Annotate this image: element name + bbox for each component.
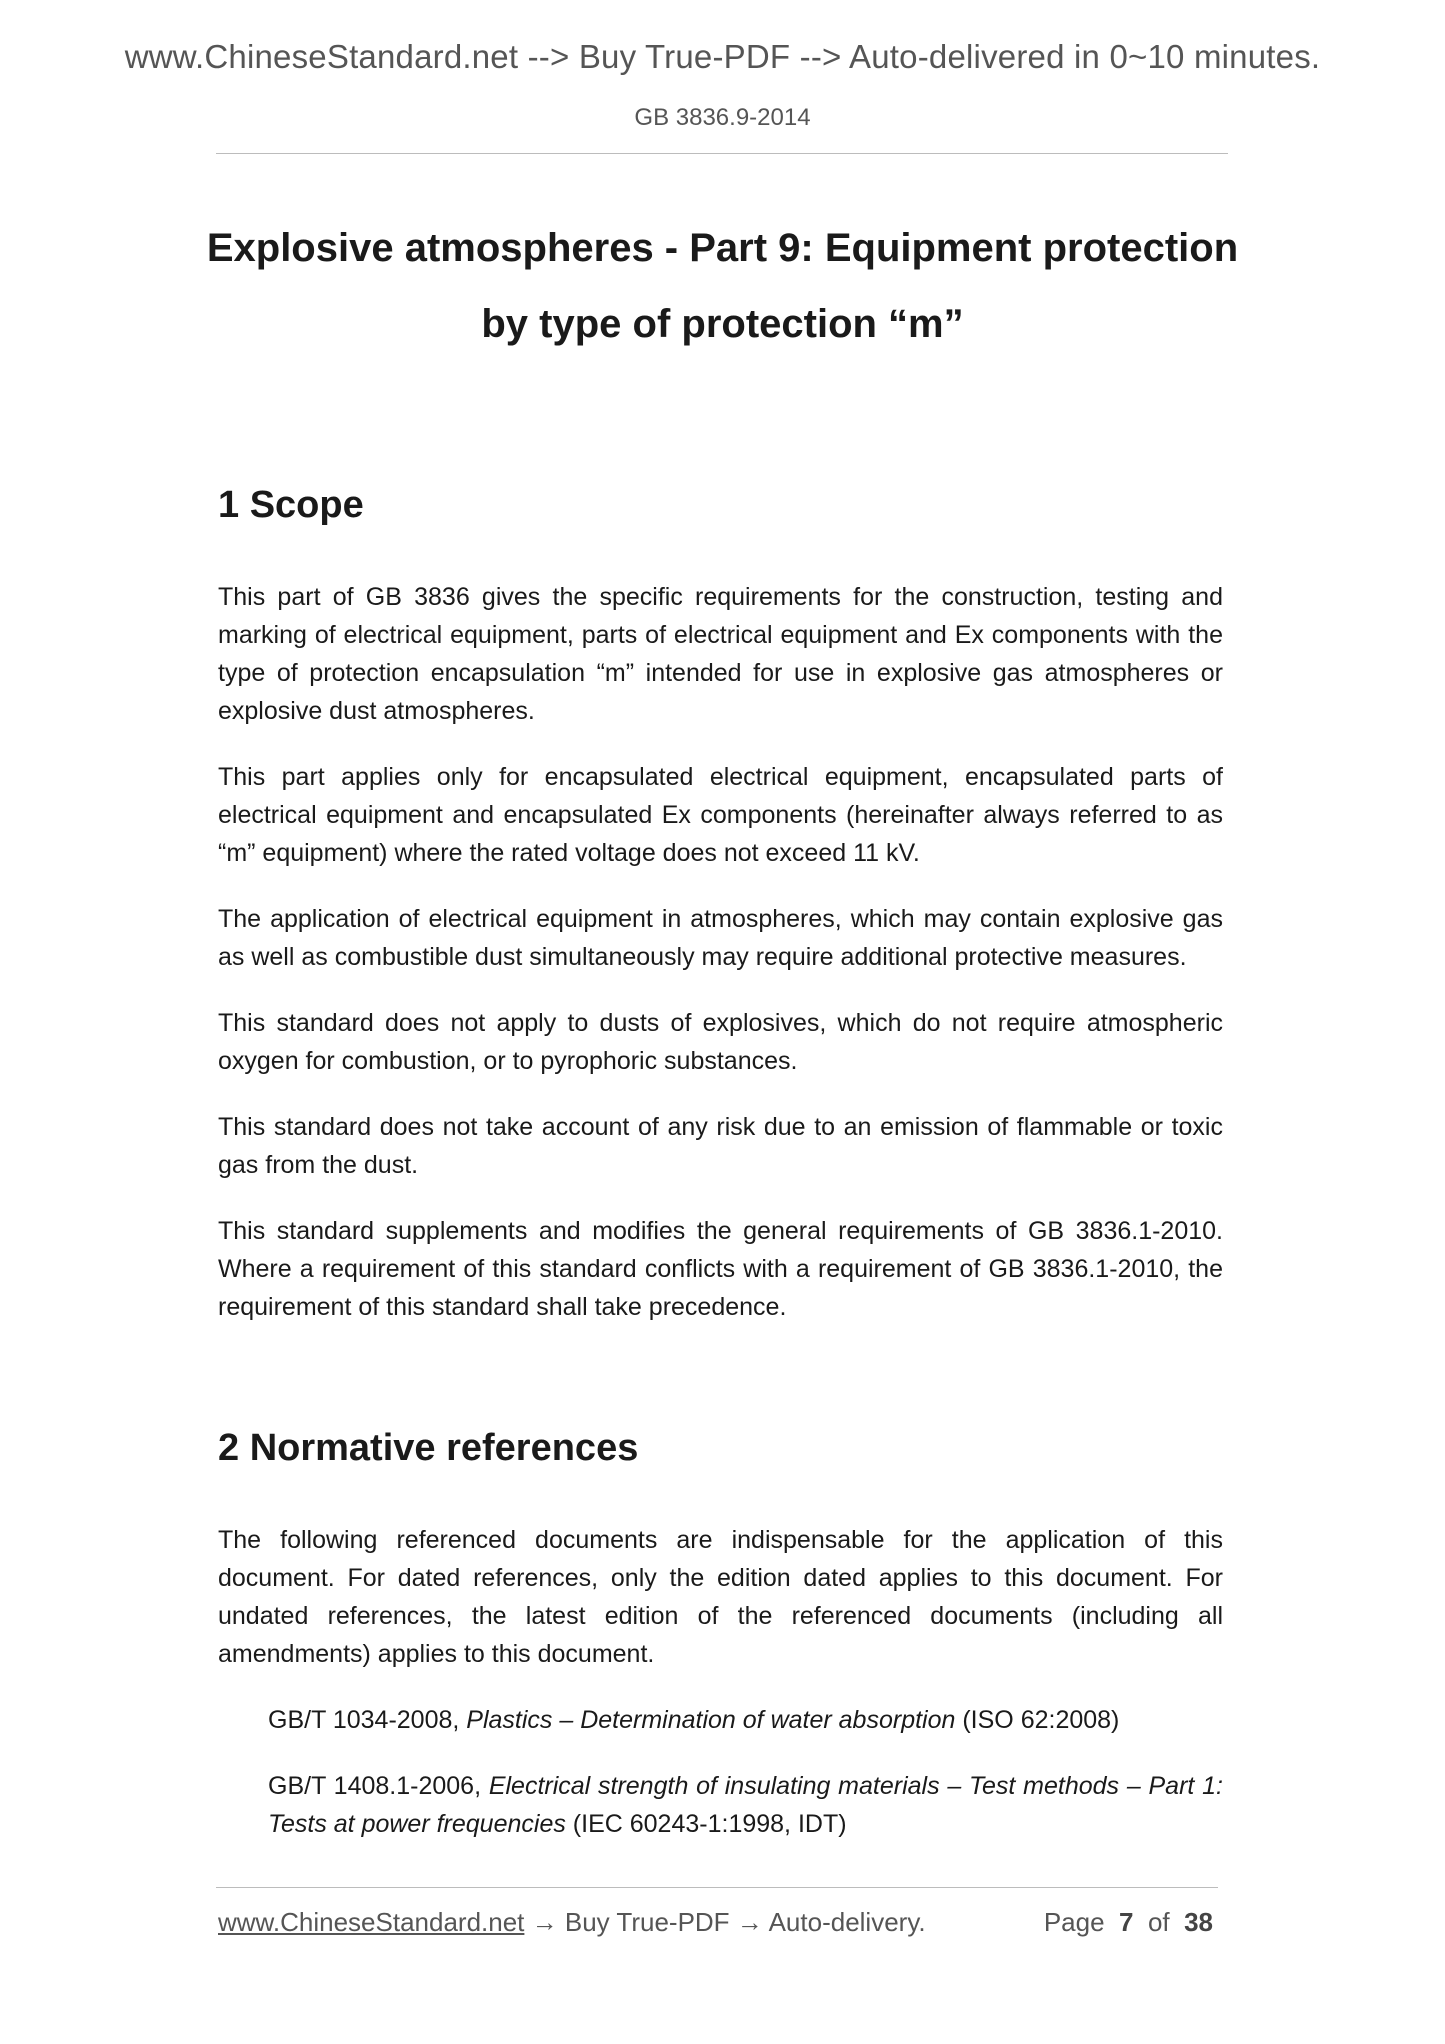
arrow-right-icon: →	[729, 1907, 769, 1937]
document-code: GB 3836.9-2014	[634, 104, 811, 131]
page-number: 7	[1119, 1907, 1134, 1937]
section-references-body	[218, 1521, 1223, 1871]
footer-buy-text: Buy True-PDF	[564, 1907, 730, 1937]
section-scope-body	[218, 578, 1223, 1354]
scope-paragraph-3: The application of electrical equipment in atmospheres, which may contain explosive gas as well as combustible dust simultaneously may require additional protective measures.	[218, 905, 1223, 971]
reference-item	[268, 1701, 1223, 1739]
document-title	[200, 210, 1245, 362]
header-banner: www.ChineseStandard.net --> Buy True-PDF --> Auto-delivered in 0~10 minutes.	[124, 38, 1321, 75]
scope-paragraph-2: This part applies only for encapsulated electrical equipment, encapsulated parts of electrical equipment and encapsulated Ex components (hereinafter always referred to as “m” equipment) where the rated voltage does not exceed 11 kV.	[218, 763, 1223, 867]
references-intro: The following referenced documents are indispensable for the application of this document. For dated references, only the edition dated applies to this document. For undated references, the latest edition of the referenced documents (including all amendments) applies to this document.	[218, 1526, 1223, 1668]
reference-code: GB/T 1408.1-2006,	[268, 1772, 489, 1800]
footer-delivery-text: Auto-delivery.	[768, 1907, 926, 1937]
reference-suffix: (ISO 62:2008)	[955, 1706, 1120, 1734]
scope-paragraph-5: This standard does not take account of any risk due to an emission of flammable or toxic gas from the dust.	[218, 1113, 1223, 1179]
scope-paragraph-1: This part of GB 3836 gives the specific requirements for the construction, testing and marking of electrical equipment, parts of electrical equipment and Ex components with the type of protection encapsulation “m” intended for use in explosive gas atmospheres or explosive dust atmospheres.	[218, 583, 1223, 725]
title-line-1: Explosive atmospheres - Part 9: Equipment protection	[206, 226, 1239, 270]
section-heading-scope: 1 Scope	[218, 484, 364, 526]
footer-site-link[interactable]: www.ChineseStandard.net	[218, 1907, 525, 1937]
reference-suffix: (IEC 60243-1:1998, IDT)	[565, 1810, 847, 1838]
section-heading-normative-references: 2 Normative references	[218, 1427, 639, 1469]
reference-item	[268, 1767, 1223, 1843]
page-label: Page	[1043, 1907, 1105, 1937]
title-line-2: by type of protection “m”	[481, 302, 964, 346]
footer-divider	[216, 1887, 1218, 1888]
total-pages: 38	[1184, 1907, 1213, 1937]
arrow-right-icon: →	[524, 1907, 565, 1937]
header-divider	[216, 153, 1228, 154]
page-indicator	[1044, 1907, 1213, 1938]
reference-title: Electrical strength of insulating materials – Test methods – Part 1: Tests at power frequencies	[268, 1772, 1223, 1838]
footer-links	[218, 1907, 926, 1938]
reference-code: GB/T 1034-2008,	[268, 1706, 467, 1734]
scope-paragraph-4: This standard does not apply to dusts of explosives, which do not require atmospheric oxygen for combustion, or to pyrophoric substances.	[218, 1009, 1223, 1075]
of-label: of	[1147, 1907, 1170, 1937]
reference-title: Plastics – Determination of water absorption	[466, 1706, 956, 1734]
scope-paragraph-6: This standard supplements and modifies the general requirements of GB 3836.1-2010. Where a requirement of this standard conflicts with a requirement of GB 3836.1-2010, the requirement of this standard shall take precedence.	[218, 1217, 1223, 1321]
